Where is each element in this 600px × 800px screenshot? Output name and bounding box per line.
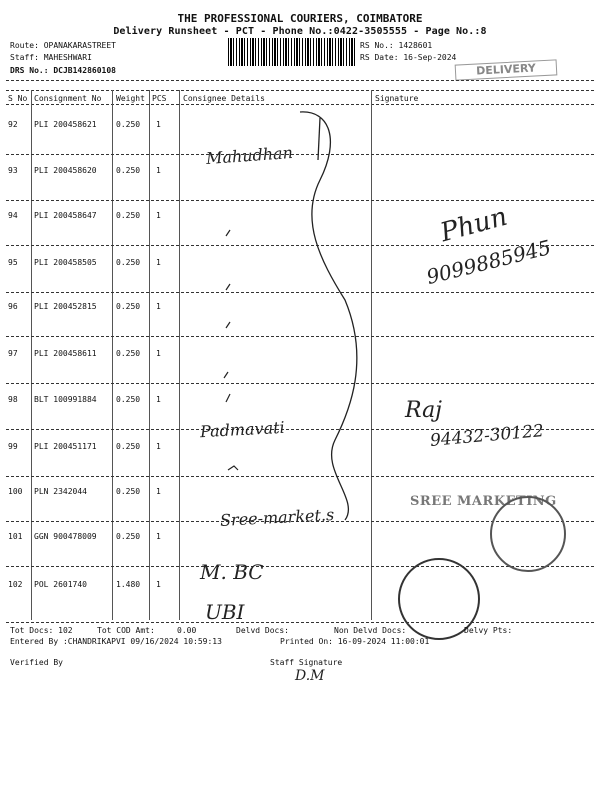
row-pcs: 1 [156, 395, 161, 404]
col-header-weight: Weight [116, 94, 145, 103]
delivery-points: Delvy Pts: [464, 626, 513, 635]
row-pcs: 1 [156, 487, 161, 496]
row-sno: 97 [8, 349, 18, 358]
col-header-consignee: Consignee Details [183, 94, 265, 103]
row-sno: 96 [8, 302, 18, 311]
row-sno: 98 [8, 395, 18, 404]
row-consignment: PLI 200458647 [34, 211, 97, 220]
row-pcs: 1 [156, 120, 161, 129]
handwritten-name: M. BC [200, 560, 264, 584]
drs-number: DRS No.: DCJB142860108 [10, 66, 116, 75]
col-header-consignment: Consignment No [34, 94, 102, 103]
row-sno: 92 [8, 120, 18, 129]
row-consignment: GGN 900478009 [34, 532, 97, 541]
row-pcs: 1 [156, 258, 161, 267]
delivery-stamp: DELIVERY [455, 59, 558, 80]
row-weight: 0.250 [116, 211, 141, 220]
row-weight: 0.250 [116, 258, 141, 267]
staff-label: Staff: MAHESHWARI [10, 53, 92, 62]
row-pcs: 1 [156, 166, 161, 175]
row-weight: 0.250 [116, 302, 141, 311]
handwritten-name: Padmavati [199, 417, 286, 442]
row-pcs: 1 [156, 532, 161, 541]
row-sno: 101 [8, 532, 23, 541]
entered-by: Entered By :CHANDRIKAPVI 09/16/2024 10:59:13 [10, 637, 222, 646]
handwritten-name: UBI [205, 600, 245, 624]
row-sno: 95 [8, 258, 18, 267]
row-pcs: 1 [156, 580, 161, 589]
row-weight: 0.250 [116, 166, 141, 175]
row-weight: 0.250 [116, 442, 141, 451]
divider [6, 622, 594, 623]
handwritten-name: Mahudhan [205, 142, 294, 169]
printed-on: Printed On: 16-09-2024 11:00:01 [280, 637, 430, 646]
row-consignment: PLI 200458620 [34, 166, 97, 175]
row-consignment: BLT 100991884 [34, 395, 97, 404]
handwritten-name: Sree-market.s [219, 505, 335, 530]
row-pcs: 1 [156, 211, 161, 220]
row-sno: 93 [8, 166, 18, 175]
row-sno: 100 [8, 487, 23, 496]
route-label: Route: OPANAKARASTREET [10, 41, 116, 50]
row-pcs: 1 [156, 302, 161, 311]
col-header-pcs: PCS [152, 94, 167, 103]
total-docs: Tot Docs: 102 [10, 626, 73, 635]
signature: Raj [405, 398, 443, 423]
round-stamp [490, 496, 566, 572]
total-cod-label: Tot COD Amt: [97, 626, 155, 635]
row-weight: 0.250 [116, 532, 141, 541]
row-weight: 0.250 [116, 487, 141, 496]
delivered-docs: Delvd Docs: [236, 626, 289, 635]
company-title: THE PROFESSIONAL COURIERS, COIMBATORE [177, 12, 423, 25]
row-sno: 102 [8, 580, 23, 589]
row-consignment: PLI 200458505 [34, 258, 97, 267]
signature: Phun [437, 201, 511, 249]
row-pcs: 1 [156, 349, 161, 358]
row-consignment: PLI 200452815 [34, 302, 97, 311]
row-sno: 99 [8, 442, 18, 451]
row-weight: 1.480 [116, 580, 141, 589]
rs-date: RS Date: 16-Sep-2024 [360, 53, 457, 62]
row-pcs: 1 [156, 442, 161, 451]
col-header-sno: S No [8, 94, 28, 103]
rs-number: RS No.: 1428601 [360, 41, 433, 50]
row-consignment: POL 2601740 [34, 580, 87, 589]
handwritten-phone: 9099885945 [423, 234, 554, 290]
total-cod-value: 0.00 [177, 626, 197, 635]
col-header-signature: Signature [375, 94, 419, 103]
row-weight: 0.250 [116, 349, 141, 358]
row-consignment: PLI 200451171 [34, 442, 97, 451]
row-weight: 0.250 [116, 395, 141, 404]
handwritten-phone: 94432-30122 [429, 421, 545, 451]
company-stamp: SREE MARKETING [410, 494, 557, 509]
row-sno: 94 [8, 211, 18, 220]
non-delivered-docs: Non Delvd Docs: [334, 626, 407, 635]
row-consignment: PLI 200458621 [34, 120, 97, 129]
runsheet-subtitle: Delivery Runsheet - PCT - Phone No.:0422-3505555 - Page No.:8 [113, 26, 487, 37]
staff-signature-label: Staff Signature [270, 658, 343, 667]
row-weight: 0.250 [116, 120, 141, 129]
row-consignment: PLN 2342044 [34, 487, 87, 496]
staff-signature: D.M [295, 668, 325, 684]
row-consignment: PLI 200458611 [34, 349, 97, 358]
verified-by: Verified By [10, 658, 63, 667]
